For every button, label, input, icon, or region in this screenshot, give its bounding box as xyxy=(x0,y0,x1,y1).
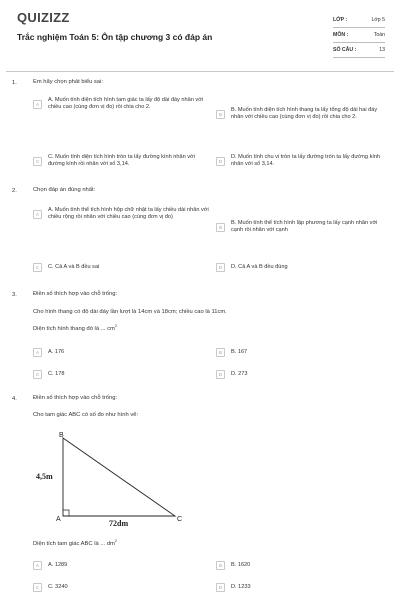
question-prompt: Điền số thích hợp vào chỗ trống: xyxy=(33,395,118,401)
meta-divider xyxy=(333,42,385,43)
answer-option[interactable] xyxy=(216,220,392,235)
meta-value: Lớp 5 xyxy=(371,17,385,23)
option-text: A. Muốn tính thể tích hình hộp chữ nhật ta lấy chiều dài nhân với chiều rộng rồi nhân với chiều cao (cùng đơn vị đo) xyxy=(48,207,209,221)
answer-option[interactable] xyxy=(33,370,64,379)
option-letter-box: B xyxy=(216,110,225,119)
header-divider xyxy=(6,71,394,72)
option-text: B. Muốn tính diện tích hình thang ta lấy tổng độ dài hai đáy nhân với chiều cao (cùng đơn vị đo) rồi chia cho 2. xyxy=(231,107,378,121)
question-number: 4. xyxy=(12,396,17,402)
base-label: 72dm xyxy=(109,519,129,528)
option-letter-box: C xyxy=(33,370,42,379)
unit-exponent: 2 xyxy=(114,324,117,328)
vertex-label-b: B xyxy=(59,432,64,439)
meta-panel xyxy=(333,14,385,59)
question-prompt: Điền số thích hợp vào chỗ trống: xyxy=(33,291,118,297)
answer-option[interactable] xyxy=(216,348,247,357)
vertex-label-c: C xyxy=(177,516,183,523)
question-statement: Cho hình thang có độ dài đáy lần lượt là 14cm và 18cm; chiều cao là 11cm. xyxy=(33,309,227,315)
answer-option[interactable] xyxy=(33,263,213,272)
answer-option[interactable] xyxy=(33,583,68,592)
option-letter-box: D xyxy=(216,157,225,166)
option-text: D. Muốn tính chu vi tròn ta lấy đường tròn ta lấy đường kính nhân với số 3,14. xyxy=(231,154,381,168)
answer-option[interactable] xyxy=(216,583,251,592)
option-letter-box: A xyxy=(33,100,42,109)
option-letter-box: A xyxy=(33,210,42,219)
meta-label: SỐ CÂU : xyxy=(333,47,357,53)
option-letter-box: B xyxy=(216,561,225,570)
option-letter-box: A xyxy=(33,348,42,357)
question-fill-blank xyxy=(33,324,373,332)
option-letter-box: D xyxy=(216,263,225,272)
answer-option[interactable] xyxy=(216,370,247,379)
option-text: D. 1233 xyxy=(231,583,251,590)
option-text: A. Muốn tính diện tích hình tam giác ta lấy độ dài đáy nhân với chiều cao (cùng đơn vị đo) rồi chia cho 2. xyxy=(48,97,204,111)
option-letter-box: B xyxy=(216,348,225,357)
option-text: C. 3240 xyxy=(48,583,68,590)
answer-option[interactable] xyxy=(216,263,392,272)
question-number: 2. xyxy=(12,188,17,194)
meta-divider xyxy=(333,27,385,28)
answer-option[interactable] xyxy=(33,97,213,112)
height-label: 4,5m xyxy=(36,472,53,481)
unit-exponent: 2 xyxy=(114,539,117,543)
question-number: 3. xyxy=(12,292,17,298)
option-text: C. Muốn tính diện tích hình tròn ta lấy đường kính nhân với đường kính rồi nhân với số 3,14. xyxy=(48,154,195,168)
option-letter-box: A xyxy=(33,561,42,570)
option-text: A. 176 xyxy=(48,348,65,355)
option-text: D. Cả A và B đều đúng xyxy=(231,263,288,270)
option-letter-box: D xyxy=(216,370,225,379)
answer-option[interactable] xyxy=(33,154,213,169)
option-text: C. 178 xyxy=(48,370,65,377)
meta-label: MÔN : xyxy=(333,32,349,38)
answer-option[interactable] xyxy=(216,561,250,570)
right-angle-mark xyxy=(63,510,69,516)
meta-row-grade xyxy=(333,14,385,29)
vertex-label-a: A xyxy=(56,516,61,523)
option-text: B. 1620 xyxy=(231,561,251,568)
question-prompt: Em hãy chọn phát biểu sai: xyxy=(33,79,103,85)
option-letter-box: D xyxy=(216,583,225,592)
meta-value: Toán xyxy=(373,32,385,38)
triangle-abc xyxy=(63,438,175,516)
meta-divider xyxy=(333,57,385,58)
option-letter-box: C xyxy=(33,263,42,272)
meta-row-subject xyxy=(333,29,385,44)
option-text: C. Cả A và B đều sai xyxy=(48,263,100,270)
triangle-diagram xyxy=(33,428,193,528)
meta-row-count xyxy=(333,44,385,59)
quizizz-logo: QUIZIZZ xyxy=(17,10,70,25)
option-text: D. 273 xyxy=(231,370,248,377)
answer-option[interactable] xyxy=(216,107,392,122)
option-letter-box: C xyxy=(33,157,42,166)
answer-option[interactable] xyxy=(33,561,67,570)
question-number: 1. xyxy=(12,80,17,86)
fill-blank-text: Diện tích hình thang đó là ... cm xyxy=(33,325,115,332)
fill-blank-text: Diện tích tam giác ABC là ... dm xyxy=(33,540,115,547)
question-statement: Cho tam giác ABC có số đo như hình vẽ: xyxy=(33,412,139,418)
option-letter-box: B xyxy=(216,223,225,232)
option-text: A. 1289 xyxy=(48,561,68,568)
meta-label: LỚP : xyxy=(333,17,348,23)
option-text: B. Muốn tính thể tích hình lập phương ta lấy cạnh nhân với cạnh rồi nhân với cạnh xyxy=(231,220,378,234)
meta-value: 13 xyxy=(379,47,385,53)
answer-option[interactable] xyxy=(33,348,64,357)
question-prompt: Chọn đáp án đúng nhất: xyxy=(33,187,96,193)
option-text: B. 167 xyxy=(231,348,248,355)
question-fill-blank xyxy=(33,539,373,547)
page-title: Trắc nghiệm Toán 5: Ôn tập chương 3 có đáp án xyxy=(17,32,213,42)
answer-option[interactable] xyxy=(33,207,213,222)
option-letter-box: C xyxy=(33,583,42,592)
answer-option[interactable] xyxy=(216,154,392,169)
